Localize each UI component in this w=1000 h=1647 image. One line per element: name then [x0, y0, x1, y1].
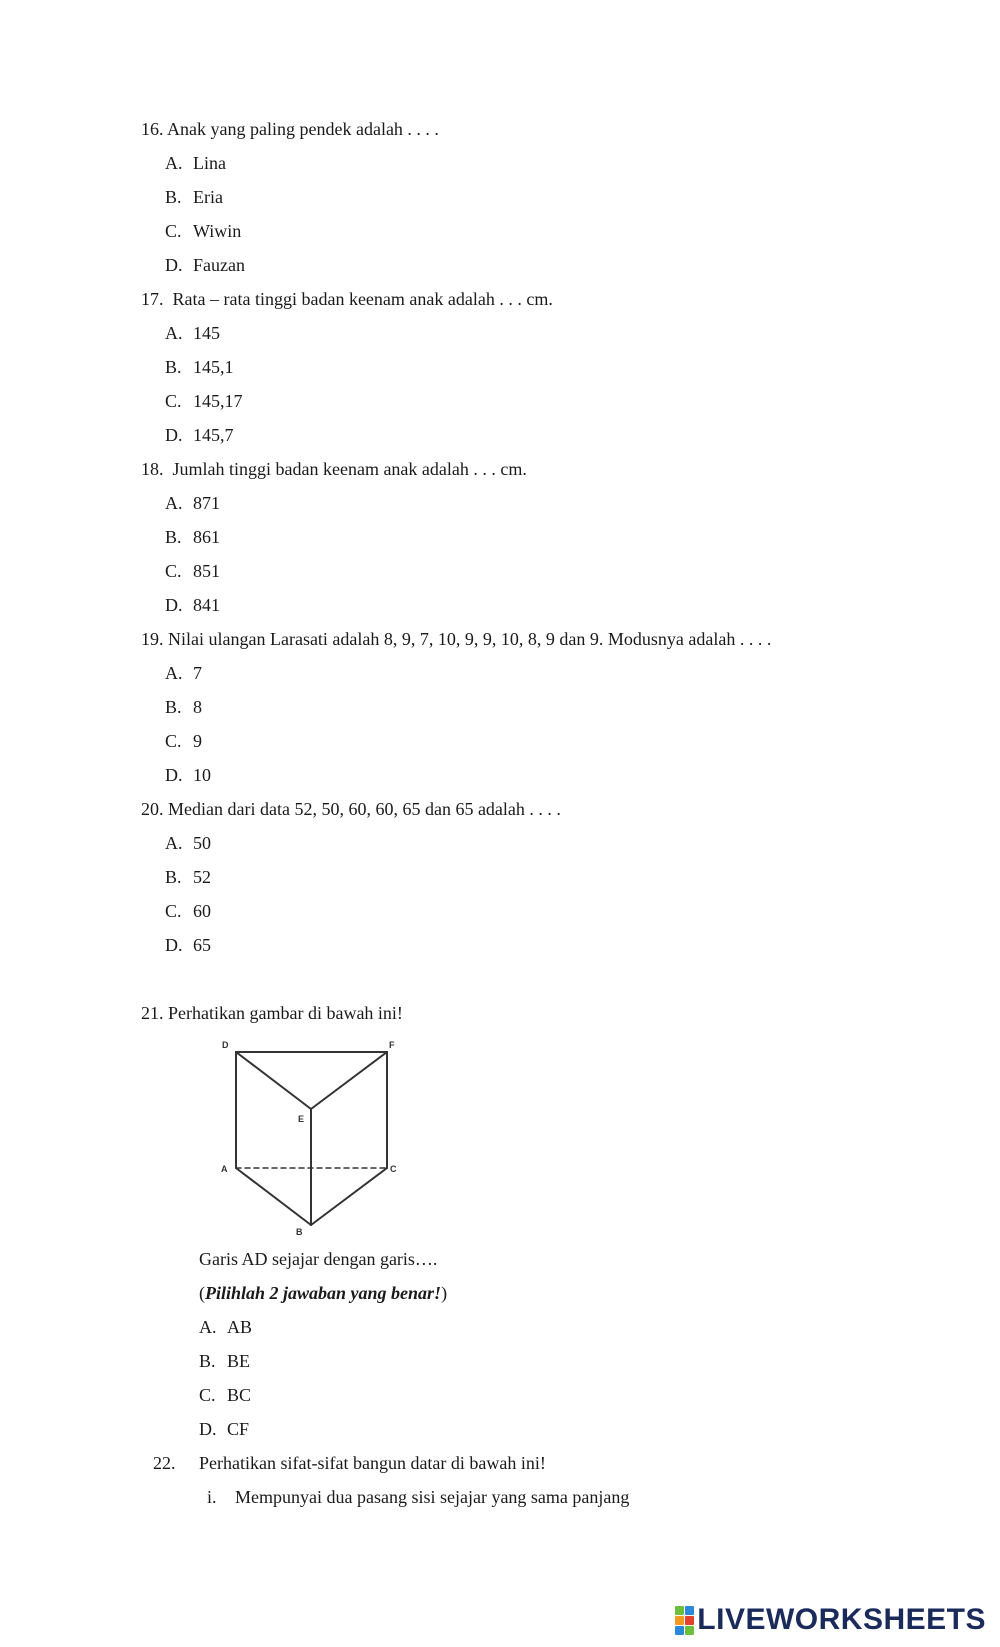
question-number: 16. [141, 119, 164, 139]
option-letter: D. [199, 1419, 217, 1439]
logo-text: LIVEWORKSHEETS [697, 1603, 986, 1636]
question-number: 21. [141, 1003, 164, 1023]
option-letter: C. [165, 391, 182, 411]
question-number: 19. [141, 629, 164, 649]
option-21a[interactable] [199, 1316, 252, 1338]
question-22 [153, 1452, 546, 1474]
option-letter: D. [165, 595, 183, 615]
option-text: AB [227, 1317, 253, 1337]
option-19c[interactable] [165, 730, 202, 752]
option-17c[interactable] [165, 390, 243, 412]
question-22-item-i [207, 1486, 629, 1508]
item-marker: i. [207, 1487, 217, 1507]
option-17b[interactable] [165, 356, 234, 378]
question-text: Perhatikan sifat-sifat bangun datar di bawah ini! [199, 1453, 546, 1473]
question-text: Nilai ulangan Larasati adalah 8, 9, 7, 10, 9, 9, 10, 8, 9 dan 9. Modusnya adalah . . . . [168, 629, 772, 649]
option-text: BC [227, 1385, 252, 1405]
option-text: 145,17 [193, 391, 243, 411]
option-16a[interactable] [165, 152, 226, 174]
option-text: 861 [193, 527, 220, 547]
option-text: 871 [193, 493, 220, 513]
edge-de [236, 1052, 311, 1109]
option-text: Wiwin [193, 221, 242, 241]
option-text: 7 [193, 663, 202, 683]
option-19d[interactable] [165, 764, 211, 786]
edge-bc [311, 1168, 387, 1225]
option-text: 60 [193, 901, 211, 921]
option-letter: C. [165, 901, 182, 921]
item-text: Mempunyai dua pasang sisi sejajar yang sama panjang [235, 1487, 630, 1507]
option-letter: A. [165, 833, 183, 853]
label-a: A [221, 1164, 228, 1174]
option-text: 145 [193, 323, 220, 343]
question-number: 22. [153, 1453, 176, 1473]
option-18b[interactable] [165, 526, 220, 548]
edge-ef [311, 1052, 387, 1109]
option-letter: A. [165, 663, 183, 683]
option-16d[interactable] [165, 254, 245, 276]
option-18c[interactable] [165, 560, 220, 582]
option-text: 65 [193, 935, 211, 955]
edge-ab [236, 1168, 311, 1225]
option-text: 10 [193, 765, 211, 785]
option-letter: B. [199, 1351, 216, 1371]
question-text: Anak yang paling pendek adalah . . . . [167, 119, 439, 139]
option-letter: A. [165, 323, 183, 343]
option-letter: C. [165, 221, 182, 241]
instruction-close: ) [441, 1283, 448, 1303]
option-letter: B. [165, 357, 182, 377]
question-16 [141, 118, 439, 140]
option-letter: C. [165, 731, 182, 751]
option-19b[interactable] [165, 696, 202, 718]
option-letter: D. [165, 935, 183, 955]
label-c: C [390, 1164, 397, 1174]
option-text: Eria [193, 187, 223, 207]
instruction-text: Pilihlah 2 jawaban yang benar! [205, 1283, 442, 1303]
triangular-prism-figure [210, 1036, 410, 1236]
option-letter: B. [165, 867, 182, 887]
option-letter: C. [165, 561, 182, 581]
label-b: B [296, 1227, 303, 1236]
question-number: 17. [141, 289, 164, 309]
question-18 [141, 458, 527, 480]
option-21c[interactable] [199, 1384, 251, 1406]
option-text: 9 [193, 731, 202, 751]
option-letter: A. [165, 493, 183, 513]
label-d: D [222, 1040, 229, 1050]
question-21-instruction [199, 1282, 447, 1304]
option-16b[interactable] [165, 186, 223, 208]
question-20 [141, 798, 561, 820]
question-number: 20. [141, 799, 164, 819]
option-letter: A. [199, 1317, 217, 1337]
option-21d[interactable] [199, 1418, 249, 1440]
question-number: 18. [141, 459, 164, 479]
option-20c[interactable] [165, 900, 211, 922]
option-21b[interactable] [199, 1350, 250, 1372]
option-text: Lina [193, 153, 226, 173]
option-text: BE [227, 1351, 251, 1371]
option-letter: A. [165, 153, 183, 173]
option-text: CF [227, 1419, 250, 1439]
question-21 [141, 1002, 403, 1024]
option-text: Fauzan [193, 255, 245, 275]
option-18d[interactable] [165, 594, 220, 616]
question-21-prompt: Garis AD sejajar dengan garis…. [199, 1249, 438, 1269]
option-20b[interactable] [165, 866, 211, 888]
option-text: 851 [193, 561, 220, 581]
option-16c[interactable] [165, 220, 241, 242]
option-text: 52 [193, 867, 211, 887]
option-letter: C. [199, 1385, 216, 1405]
question-text: Median dari data 52, 50, 60, 60, 65 dan 65 adalah . . . . [168, 799, 561, 819]
logo-blocks-icon [675, 1606, 694, 1635]
option-text: 8 [193, 697, 202, 717]
option-19a[interactable] [165, 662, 202, 684]
option-letter: D. [165, 255, 183, 275]
question-19 [141, 628, 771, 650]
instruction-open: ( [199, 1283, 205, 1303]
option-letter: D. [165, 765, 183, 785]
option-letter: B. [165, 527, 182, 547]
label-f: F [389, 1040, 395, 1050]
option-17d[interactable] [165, 424, 234, 446]
option-letter: B. [165, 697, 182, 717]
option-text: 145,1 [193, 357, 234, 377]
question-text: Rata – rata tinggi badan keenam anak adalah . . . cm. [172, 289, 553, 309]
liveworksheets-logo [675, 1603, 986, 1637]
option-18a[interactable] [165, 492, 220, 514]
question-text: Jumlah tinggi badan keenam anak adalah . . . cm. [172, 459, 527, 479]
option-letter: D. [165, 425, 183, 445]
question-text: Perhatikan gambar di bawah ini! [168, 1003, 403, 1023]
option-20d[interactable] [165, 934, 211, 956]
question-17 [141, 288, 553, 310]
option-text: 841 [193, 595, 220, 615]
label-e: E [298, 1114, 305, 1124]
option-17a[interactable] [165, 322, 220, 344]
option-text: 50 [193, 833, 211, 853]
option-text: 145,7 [193, 425, 234, 445]
option-letter: B. [165, 187, 182, 207]
option-20a[interactable] [165, 832, 211, 854]
